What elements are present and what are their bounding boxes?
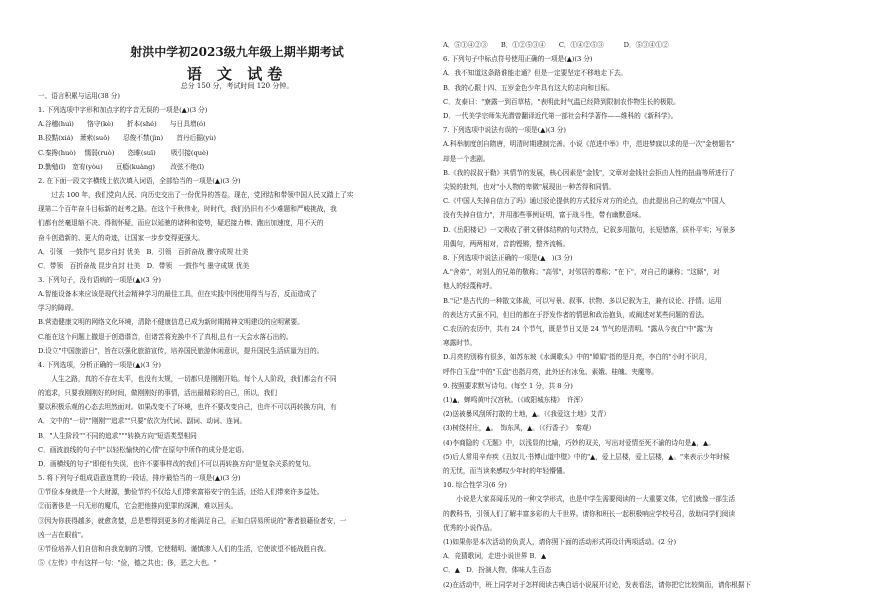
text-line: A.智能设备本来应该是现代社会精神学习的最佳工具，但在实践中因使用得当与否，反而造成了 [38,290,317,299]
text-line: A．我不知道这条路谁能走通？但是一定要坚定不移地走下去。 [443,69,627,78]
text-line: (1)▲，蝉鸣黄叶汉宫秋。（《咸阳城东楼》 许浑） [443,396,587,404]
text-line: ⑤《左传》中有这样一句："俭，德之共也；侈，恶之大也。" [38,558,217,567]
text-line: 没有失掉自信力"，并用那些事例证明，富于战斗性，带有幽默意味。 [443,211,646,220]
text-line: B.狡黠(xiá) 萧索(suǒ) 忍俊不禁(jìn) 首丹后掘(yù) [38,134,216,143]
text-line: 他人的轻蔑称呼。 [443,282,497,291]
text-line: 过去 100 年，我们党向人民、向历史交出了一份优异的答卷。现在，党团结和带领中国人民又踏上了实 [38,191,354,200]
text-line: 10. 综合性学习(6 分) [443,481,507,490]
text-line: 们都有丝毫退缩不决、得彻怀疑，而应以延驰的诸种和姿势，疑迟接力棒、跑出加速度，用不天的 [38,219,324,228]
text-line: (3)树绕村庄，▲。 饰东风，▲。（《行香子》 秦观） [443,424,596,433]
text-line: C．带领 百折奋战 昆步自封 壮美 D．带领 一鼓作气 墨守成规 优美 [38,261,250,270]
text-line: C.农历的农历中，共有 24 个节气，既是节日又是 24 节气的是清明。"露从今夜白"中"露"为 [443,325,713,333]
text-line: (2)送被暴风刮所打散的土地，▲。（《我爱这土地》艾青） [443,410,611,419]
text-line: B．"人生阶段""不同的追求"""转换方向"短语类型相同 [38,431,197,440]
text-line: C．画波浪线的句子中"以轻松愉快的心情"在原句中所作的成分是定语。 [38,445,249,454]
text-line: 2. 在下面一段文字横线上依次填入词语，全部恰当的一项是(▲)(3 分) [38,176,241,185]
text-line: ③因为你获得越多，就愈贪婪，总是想得到更多的才能满足自己，正如白居易所说的"奢者狼藉俭者安，一 [38,516,347,525]
text-line: 的追求，只要我刚刚好的时间，做刚刚好的事情，活出最精彩的自己，所以，我们 [38,389,277,398]
text-line: 呼作白玉盘"中的"玉盘"也指月亮，此外还有冰兔、素娥、桂魄、夹魔等。 [443,367,658,376]
text-line: D.《岳阳楼记》一文吸收了骈文骈体结构的句式特点，记叙多用散句，长短错落，质朴平实；写景多 [443,225,736,234]
exam-title: 射洪中学初2023级九年级上期半期考试 [130,45,344,59]
text-line: 一、语言积累与运用(38 分) [38,92,120,100]
text-line: 3. 下列句子，没有语病的一项是(▲)(3 分) [38,275,161,284]
text-line: (1)如果你是本次活动的负责人，请你照下面的活动形式再设计两项活动。(2 分) [443,538,677,546]
text-line: 7. 下列选项中说法有误的一项是(▲)(3 分) [443,126,566,135]
text-line: 的表达方式虽不同，但目的都在于抒发作者的情思和政治抱负，或阐述对某些问题的看法。 [443,310,709,319]
text-line: A."舍弟"，对别人的兄弟的敬称；"高邻"，对邻居的尊称；"在下"，对自己的谦称；"这厮"，对 [443,268,720,277]
text-line: 小说是大家喜闻乐见的一种文学形式，也是中学生需要阅读的一大重要文体，它们就像一部生活 [443,495,736,504]
text-line: A．文中的"一切""刚刚""追求""只要"依次为代词、副词、动词、连词。 [38,417,247,426]
text-line: 8. 下列选项中说法正确的一项是(▲ )(3 分) [443,254,573,262]
text-line: 9. 按照要求默写诗句。(每空 1 分，共 8 分) [443,381,573,390]
text-line: ②而奢侈是一只无形的魔爪，它会把他推向犯罪的深渊，难以回头。 [38,502,238,511]
text-line: 要以积极乐观的心态去坦然面对。如果改变不了环境，也许不要改变自己，也许不可以再转换方向，有 [38,403,337,412]
text-line: 人生之路，真的不存在太平，也没有太规，一切都只是刚刚开始。每个人人阶段，我们都会有不同 [38,375,337,383]
text-line: 尖锐的批判，也对"小人物的卑微"展现出一种苦得和同情。 [443,183,615,191]
text-line: B.《我的叔叔于勒》其情节的发展，核心因素是"金钱"，文章对金钱社会拒由人性的扭曲等所进行了 [443,168,735,177]
text-line: 的教科书，引领人们了解丰富多彩的大千世界。请你和班长一起积极响应学校号召，放助同学们阅读 [443,509,736,518]
text-line: ①节俭本身就是一个大财源，勤俭节约不仅给人们带来富裕安宁的生活，还给人们带来许多益处。 [38,488,324,497]
text-line: 凶一吉在眼前"。 [38,530,88,539]
text-line: C.能在这个问题上撤退于创造谐音，但诸苦将充换中不了真相,总有一天会水落石出的。 [38,332,293,341]
text-line: (5)后人常用辛弃疾《丑奴儿·书博山道中壁》中的"▲，爱上层楼，爱上层楼，▲。"来表示少年时候 [443,452,730,461]
text-line: 奋斗创造新的、更大的奇迹，让国家一步步变得更强大。 [38,233,204,242]
text-line: A．引领 一鼓作气 昆步自封 优美 B．引领 百折奋战 骤守成规 壮美 [38,247,249,256]
text-line: D．画横线的句子"即便有失误，也许不要事样改的我们不可以再转换方向"是复杂关系的复句。 [38,459,315,468]
text-line: C．友泰曰："寮露一到百草枯，"表明此时气温已经降到限制农作物生长的极限。 [443,97,680,106]
text-line: D．一代美学宗师朱光潜曾翻译近代第一部社会科学著作——维科的《新科学》。 [443,112,678,120]
exam-meta: 总分 150 分，考试时间 120 分钟。 [180,82,294,90]
text-line: C．▲ D．扮演人物，体味人生百态 [443,566,552,575]
exam-subtitle: 语 文 试卷 [186,65,288,83]
text-line: 的无忧，而当读来感叹少年时的年轻懵懂。 [443,467,570,475]
text-line: 1. 下列选项中字形和加点字的字音无误的一项是(▲)(3 分) [38,106,208,115]
text-line: 寒露时节。 [443,339,477,348]
text-line: 优秀的小说作品。 [443,523,497,532]
text-line: 5. 将下列句子组成语意连贯的一段话，排序最恰当的一项是(▲)(3 分) [38,474,241,483]
text-line: 却是一个悲剧。 [443,154,490,163]
text-line: B.营造健康文明的网络文化环境，清除不健康信息已成为新时期精神文明建设的应明紧要。 [38,318,304,327]
text-line: 现第二个百年奋斗目标新的赶考之路。在这个千秋伟业，时时代，我们仍旧有不少难题和严峻挑战，我 [38,205,337,214]
text-line: D.设立"中国旅游日"，旨在以强化旅游宣传，培养国民旅游休闲意识，提升国民生活质量为目的。 [38,346,324,355]
text-line: A.谷穗(huì) 恪守(kè) 折本(shé) 与日具增(ó) [38,120,206,129]
text-line: A．竞猜歌词，走进小说世界 B．▲ [443,552,547,561]
text-line: A．⑤①④②③ B．①②⑤③④ C．①④②⑤③ D．⑤③④①② [443,41,669,49]
text-line: C.《中国人失掉自信力了吗》通过驳论提供的方式驳斥对方的论点，由此提出自己的观点"中国人 [443,197,726,206]
text-line: 4. 下列选项，分析正确的一项是(▲)(3 分) [38,360,161,369]
text-line: (2)在活动中，班上同学对于怎样阅读古典白话小说展开讨论，发表看法，请你把它比较简而，请你根据下 [443,580,752,589]
text-line: B."记"是古代的一种散文体裁，可以写景、叙事、状物、多以记叙为主，兼有议论、抒情。运用 [443,296,722,305]
text-line: A.科举制度创自隋唐，明清时期建制完善。小说《范进中举》中，范进梦寐以求的是一次"金榜题名" [443,140,735,149]
text-line: C.秦搀(huò) 懦弱(ruò) 恣睢(suī) 吸引接(què) [38,148,209,157]
text-line: 6. 下列句子中标点符号使用正确的一项是(▲)(3 分) [443,55,593,64]
text-line: 用偶句，两两相对，音韵铿锵，整齐流畅。 [443,239,570,248]
text-line: 学习的障碍。 [38,304,78,313]
text-line: ④节俭培养人们自信和自我克制的习惯，它使精明、谨慎渗入人们的生活，它使欲望不能战胜自我。 [38,544,331,553]
text-line: D.月亮的别称有很多，如苏东坡《水调歌头》中的"婵娟"指的是月亮，李白的"小时不识月， [443,353,712,362]
text-line: B．我的心跟十四、五岁金色少年具有这大的志向和目标。 [443,83,614,92]
text-line: D.勤勉(ǐ) 宽宥(yòu) 亘瘾(kuàng) 改弦不绝(ǐ) [38,162,205,171]
text-line: (4)李商隐的《无题》中，以浅显的比喻，巧妙的双关，写出对爱情至死不渝的诗句是▲，▲。 [443,438,715,447]
